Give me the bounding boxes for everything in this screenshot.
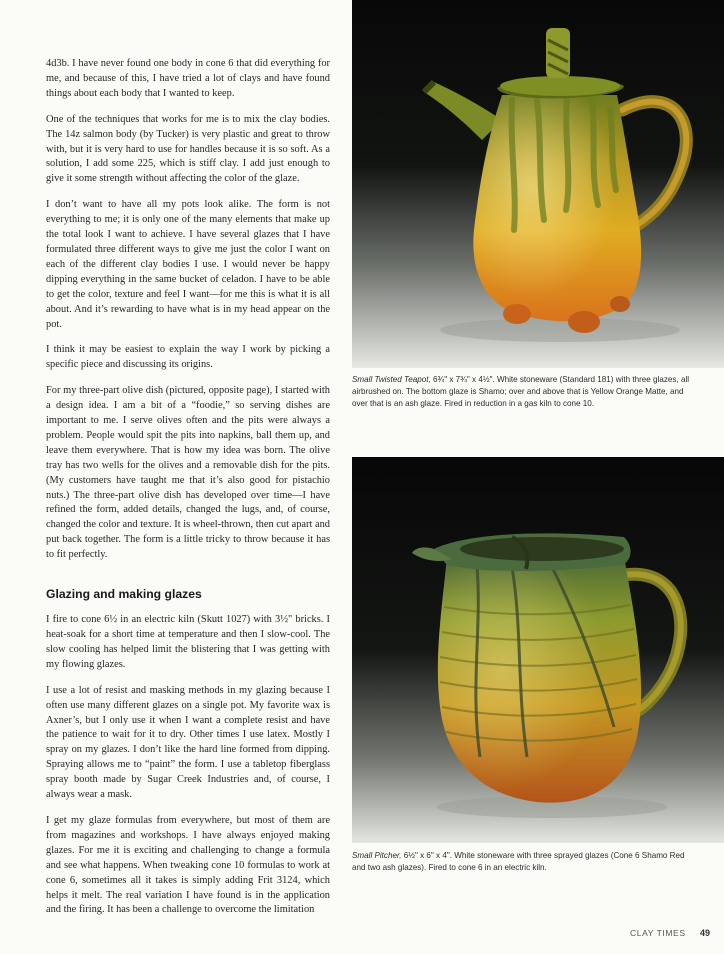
caption-title: Small Pitcher, (352, 851, 402, 860)
paragraph: I fire to cone 6½ in an electric kiln (Skutt 1027) with 3½" bricks. I heat-soak for a short time at temperature and then I slow-cool. The slow cooling has helped limit the blistering that I was getting with my flowing glazes. (46, 614, 330, 670)
pitcher-photo (352, 457, 724, 843)
section-heading: Glazing and making glazes (46, 587, 202, 602)
paragraph: I don’t want to have all my pots look alike. The form is not everything to me; it is only one of the many elements that make up the total look I want to achieve. I have several glazes that I have formulated three different ways to give me just the color I want on each of the different clay bodies I use. I would never be happy dipping everything in the same bucket of celadon. I have to be able to get the color, texture and feel I want—for me this is what it is all about. And it’s rewarding to have what is in my head appear on the pot. (46, 199, 330, 330)
teapot-caption (352, 374, 698, 411)
magazine-name: CLAY TIMES (630, 928, 686, 938)
caption-text: 6½" x 6" x 4". White stoneware with three sprayed glazes (Cone 6 Shamo Red and two ash glazes). Fired to cone 6 in an electric kiln. (352, 851, 685, 873)
teapot-photo (352, 0, 724, 368)
caption-text: 6¾" x 7¾" x 4½". White stoneware (Standard 181) with three glazes, all airbrushed on. The bottom glaze is Shamo; over and above that is Yellow Orange Matte, and over that is an ash glaze. Fired in reduction in a gas kiln to cone 10. (352, 375, 690, 409)
pitcher-illustration (352, 457, 724, 843)
teapot-illustration (352, 0, 724, 368)
caption-title: Small Twisted Teapot, (352, 375, 431, 384)
paragraph: For my three-part olive dish (pictured, opposite page), I started with a design idea. I am a bit of a “foodie,” so serving dishes are important to me. I serve olives often and the pits were always a problem. People would spit the pits into napkins, ball them up, and leave them everywhere. That is how my idea was born. The olive tray has two wells for the olives and a removable dish for the pits. (My customers have taught me that it’s also good for pistachio nuts.) The three-part olive dish has developed over time—I have refined the form, added details, changed the lugs, and, of course, changed the color and texture. It is wheel-thrown, then cut apart and put back together. The form is a little tricky to throw because it has to fit perfectly. (46, 385, 330, 561)
paragraph: I get my glaze formulas from everywhere, but most of them are from magazines and workshops. I have always enjoyed making glazes. For me it is exciting and challenging to change a formula and see what happens. When tweaking cone 10 formulas to work at cone 6, sometimes all it takes is simply adding Frit 3124, which helps it melt. The real variation I have found is in the application and the firing. It has been a challenge to overcome the limitation (46, 814, 330, 916)
page-number: 49 (699, 928, 710, 938)
article-body (46, 57, 330, 929)
page-footer (630, 928, 710, 938)
pitcher-caption (352, 850, 698, 874)
paragraph: I use a lot of resist and masking methods in my glazing because I often use many different glazes on a single pot. My favorite wax is Axner’s, but I only use it when I want a complete resist and have the patience to wait for it to dry. Other times I use latex. Mostly I spray on my glazes. I don’t like the hard line formed from dipping. Spraying allows me to “paint” the form. I use a tabletop fiberglass spray booth made by Sugar Creek Industries and, of course, I always wear a mask. (46, 684, 330, 801)
paragraph: One of the techniques that works for me is to mix the clay bodies. The 14z salmon body (by Tucker) is very plastic and great to throw with, but it is very hard to use for handles because it is so soft. As a solution, I add some 225, which is stiff clay. I add just enough to give it some strength without affecting the color of the glaze. (46, 113, 330, 185)
paragraph: 4d3b. I have never found one body in cone 6 that did everything for me, and because of this, I have tried a lot of clays and have found things about each body that I wanted to keep. (46, 58, 330, 99)
paragraph: I think it may be easiest to explain the way I work by picking a specific piece and discussing its origins. (46, 344, 330, 371)
